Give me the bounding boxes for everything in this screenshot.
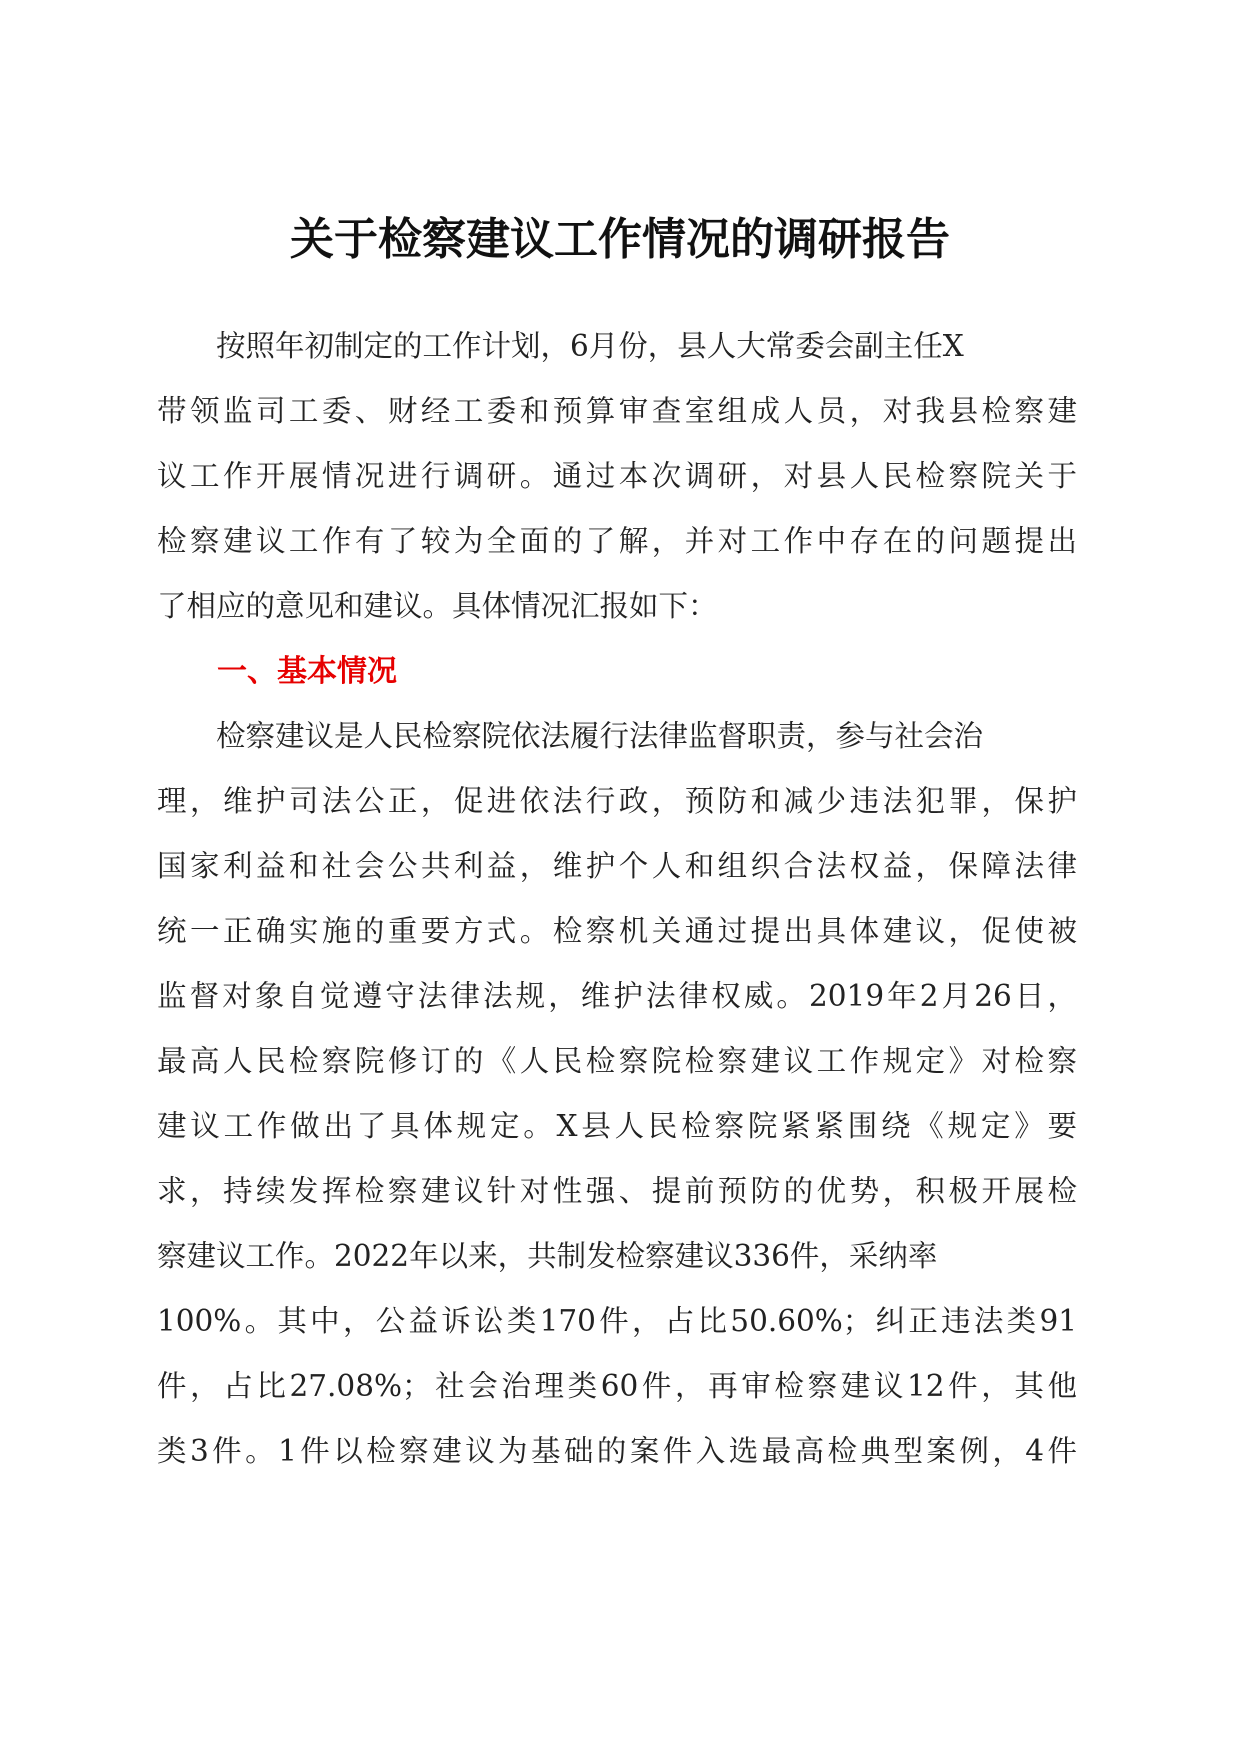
document-body — [157, 314, 1077, 1484]
paragraph-line: 建议工作做出了具体规定。X县人民检察院紧紧围绕《规定》要 — [157, 1109, 1077, 1143]
paragraph-line: 件，占比27.08%；社会治理类60件，再审检察建议12件，其他 — [157, 1369, 1077, 1403]
page-title: 关于检察建议工作情况的调研报告 — [290, 214, 950, 265]
paragraph-line: 检察建议工作有了较为全面的了解，并对工作中存在的问题提出 — [157, 524, 1077, 558]
paragraph-line: 统一正确实施的重要方式。检察机关通过提出具体建议，促使被 — [157, 914, 1077, 948]
paragraph-line: 察建议工作。2022年以来，共制发检察建议336件，采纳率 — [157, 1239, 938, 1273]
paragraph-line: 议工作开展情况进行调研。通过本次调研，对县人民检察院关于 — [157, 459, 1077, 493]
paragraph-line: 理，维护司法公正，促进依法行政，预防和减少违法犯罪，保护 — [157, 784, 1077, 818]
paragraph-line: 求，持续发挥检察建议针对性强、提前预防的优势，积极开展检 — [157, 1174, 1077, 1208]
paragraph-line: 带领监司工委、财经工委和预算审查室组成人员，对我县检察建 — [157, 394, 1077, 428]
paragraph-line: 监督对象自觉遵守法律法规，维护法律权威。2019年2月26日， — [157, 979, 1077, 1013]
paragraph-line: 按照年初制定的工作计划，6月份，县人大常委会副主任X — [157, 329, 964, 363]
paragraph-line: 了相应的意见和建议。具体情况汇报如下： — [157, 589, 718, 623]
section-heading: 一、基本情况 — [157, 654, 397, 689]
paragraph-line: 检察建议是人民检察院依法履行法律监督职责，参与社会治 — [157, 719, 984, 753]
paragraph-line: 100%。其中，公益诉讼类170件，占比50.60%；纠正违法类91 — [157, 1304, 1077, 1338]
paragraph-line: 类3件。1件以检察建议为基础的案件入选最高检典型案例，4件 — [157, 1434, 1077, 1468]
paragraph-line: 最高人民检察院修订的《人民检察院检察建议工作规定》对检察 — [157, 1044, 1077, 1078]
paragraph-line: 国家利益和社会公共利益，维护个人和组织合法权益，保障法律 — [157, 849, 1077, 883]
